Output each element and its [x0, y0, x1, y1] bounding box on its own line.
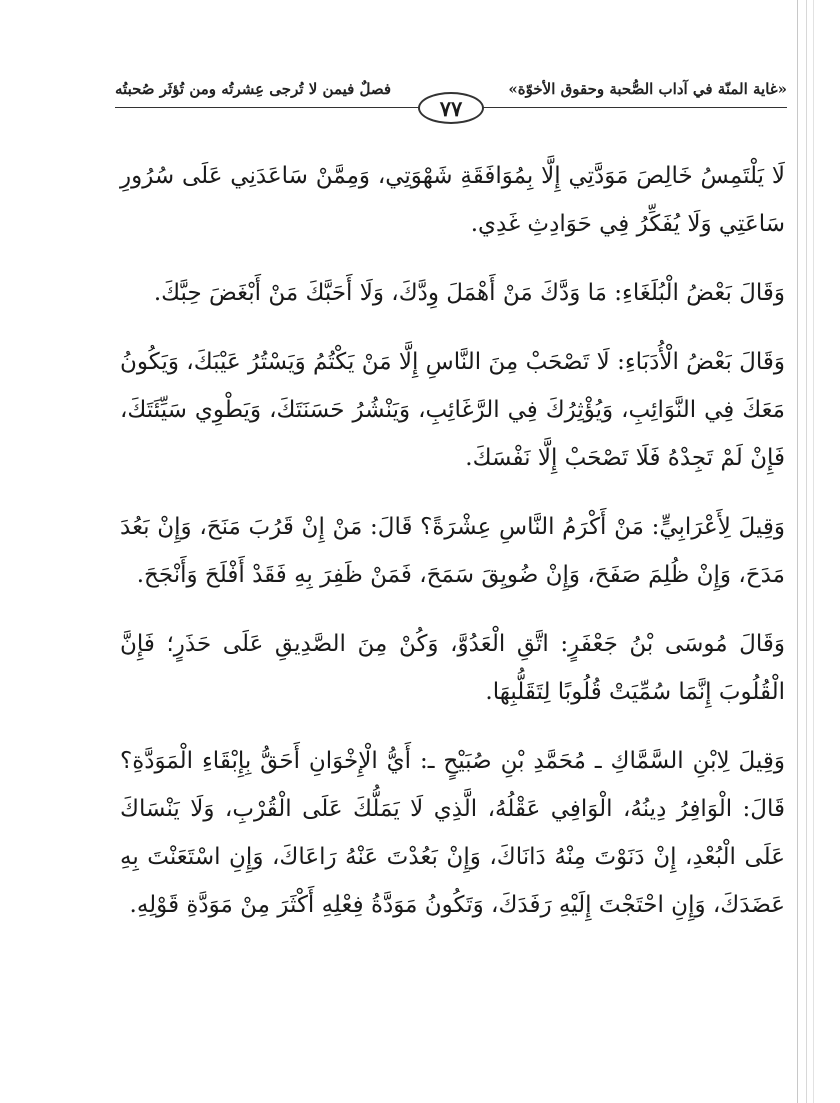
- chapter-title: فصلٌ فيمن لا تُرجى عِشرتُه ومن تُؤثَر صُحبتُه: [115, 80, 392, 98]
- page-number: ٧٧: [418, 92, 484, 124]
- running-header: [115, 68, 787, 128]
- paragraph: وَقَالَ بَعْضُ الْبُلَغَاءِ: مَا وَدَّكَ مَنْ أَهْمَلَ وِدَّكَ، وَلَا أَحَبَّكَ مَنْ أَبْغَضَ حِبَّكَ.: [153, 280, 785, 306]
- paragraph: لَا يَلْتَمِسُ خَالِصَ مَوَدَّتِي إِلَّا بِمُوَافَقَةِ شَهْوَتِي، وَمِمَّنْ سَاعَدَنِي عَلَى سُرُورِ سَاعَتِي وَلَا يُفَكِّرُ فِي حَوَادِثِ غَدِي.: [120, 163, 785, 237]
- paragraph: وَقَالَ بَعْضُ الْأُدَبَاءِ: لَا تَصْحَبْ مِنَ النَّاسِ إِلَّا مَنْ يَكْتُمُ وَيَسْتُرُ عَيْبَكَ، وَيَكُونُ مَعَكَ فِي النَّوَائِبِ، وَيُؤْثِرُكَ فِي الرَّغَائِبِ، وَيَنْشُرُ حَسَنَتَكَ، وَيَطْوِي سَيِّئَتَكَ، فَإِنْ لَمْ تَجِدْهُ فَلَا تَصْحَبْ إِلَّا نَفْسَكَ.: [120, 349, 785, 471]
- paragraph: وَقِيلَ لِأَعْرَابِيٍّ: مَنْ أَكْرَمُ النَّاسِ عِشْرَةً؟ قَالَ: مَنْ إِنْ قَرُبَ مَنَحَ، وَإِنْ بَعُدَ مَدَحَ، وَإِنْ ظُلِمَ صَفَحَ، وَإِنْ ضُويِقَ سَمَحَ، فَمَنْ ظَفِرَ بِهِ فَقَدْ أَفْلَحَ وَأَنْجَحَ.: [120, 514, 785, 588]
- page-edge-line: [806, 0, 807, 1103]
- paragraph: وَقَالَ مُوسَى بْنُ جَعْفَرٍ: اتَّقِ الْعَدُوَّ، وَكُنْ مِنَ الصَّدِيقِ عَلَى حَذَرٍ؛ فَإِنَّ الْقُلُوبَ إِنَّمَا سُمِّيَتْ قُلُوبًا لِتَقَلُّبِهَا.: [120, 631, 785, 705]
- book-title: «غاية المنّة في آداب الصُّحبة وحقوق الأخوّة»: [508, 80, 787, 98]
- paragraph: وَقِيلَ لِابْنِ السَّمَّاكِ ـ مُحَمَّدِ بْنِ صُبَيْحٍ ـ: أَيُّ الْإِخْوَانِ أَحَقُّ بِإِبْقَاءِ الْمَوَدَّةِ؟ قَالَ: الْوَافِرُ دِينُهُ، الْوَافِي عَقْلُهُ، الَّذِي لَا يَمَلُّكَ عَلَى الْقُرْبِ، وَلَا يَنْسَاكَ عَلَى الْبُعْدِ، إِنْ دَنَوْتَ مِنْهُ دَانَاكَ، وَإِنْ بَعُدْتَ عَنْهُ رَاعَاكَ، وَإِنِ اسْتَعَنْتَ بِهِ عَضَدَكَ، وَإِنِ احْتَجْتَ إِلَيْهِ رَفَدَكَ، وَتَكُونُ مَوَدَّةُ فِعْلِهِ أَكْثَرَ مِنْ مَوَدَّةِ قَوْلِهِ.: [120, 748, 785, 918]
- page-edge-line: [813, 0, 814, 1103]
- page-edge-line: [797, 0, 798, 1103]
- page-body: [120, 152, 785, 950]
